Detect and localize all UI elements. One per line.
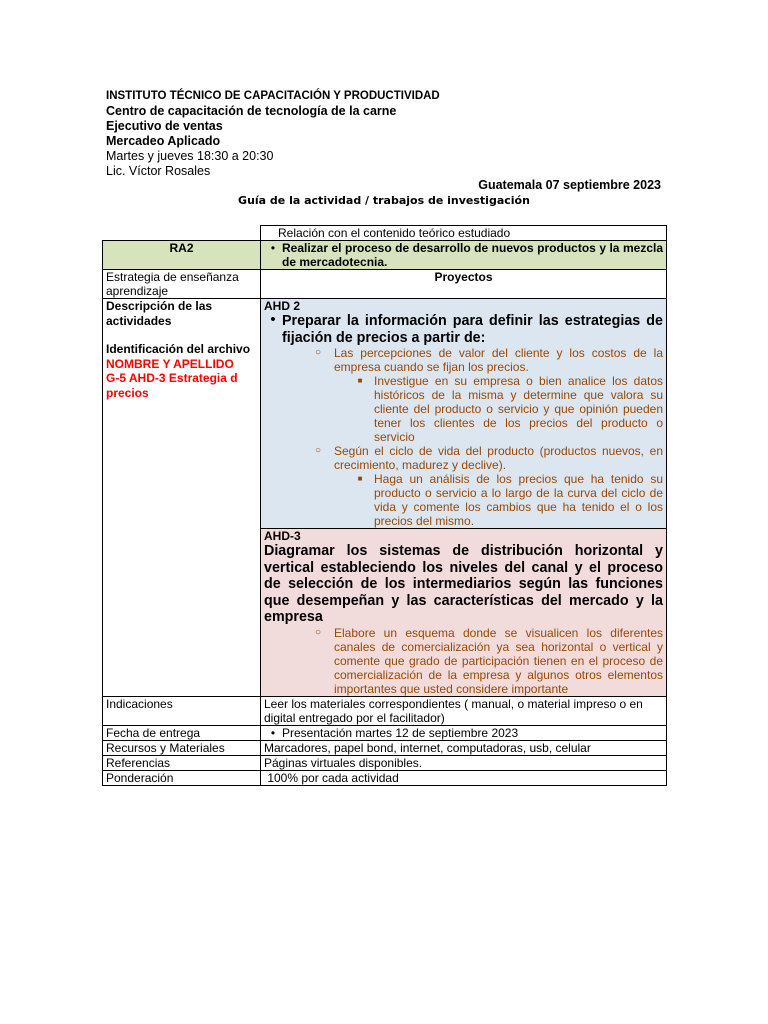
ahd2-main-bullet — [264, 313, 663, 346]
ahd3-main: Diagramar los sistemas de distribución horizontal y vertical estableciendo los niveles del canal y el proceso de selección de los intermediarios según las funciones que desempeñan y las características del mercado y la empresa — [264, 543, 663, 625]
strategy-label: Estrategia de enseñanza aprendizaje — [106, 270, 239, 298]
row-value: Presentación martes 12 de septiembre 2023 — [282, 725, 519, 740]
ahd2-sub1-bullet — [264, 346, 663, 374]
guide-title-text: Guía de la actividad / trabajos de investigación — [238, 194, 530, 207]
program-name: Ejecutivo de ventas — [106, 119, 223, 133]
resources-row — [103, 740, 667, 755]
weighting-row — [103, 770, 667, 785]
relation-row — [103, 226, 667, 241]
description-label: Descripción de las actividades — [106, 299, 213, 328]
circle-bullet-icon: ○ — [314, 626, 322, 638]
delivery-bullet — [264, 726, 663, 740]
course-name: Mercadeo Aplicado — [106, 134, 221, 148]
file-name-line2: G-5 AHD-3 Estrategia d precios — [106, 371, 238, 400]
row-label: Recursos y Materiales — [103, 740, 261, 755]
ahd3-cell — [261, 529, 667, 697]
ahd2-sub2: Según el ciclo de vida del producto (productos nuevos, en crecimiento, madurez y declive). — [334, 444, 663, 472]
document-header — [106, 89, 666, 179]
row-value: Leer los materiales correspondientes ( manual, o material impreso o en digital entregado por el facilitador) — [261, 696, 667, 725]
ra-text: Realizar el proceso de desarrollo de nuevos productos y la mezcla de mercadotecnia. — [282, 241, 663, 269]
bullet-icon: • — [270, 241, 276, 255]
relation-cell — [261, 226, 667, 241]
ahd2-main: Preparar la información para definir las estrategias de fijación de precios a partir de: — [282, 313, 663, 346]
file-name-line1: NOMBRE Y APELLIDO — [106, 356, 234, 371]
row-label: Referencias — [103, 755, 261, 770]
document-title — [0, 194, 768, 207]
ra-bullet — [264, 241, 663, 269]
ahd3-sub1-bullet — [264, 626, 663, 696]
ra-label-cell — [103, 241, 261, 270]
bullet-icon: • — [270, 311, 276, 328]
ahd2-sub2-detail-bullet — [264, 472, 663, 528]
description-row — [103, 299, 667, 529]
references-row — [103, 755, 667, 770]
strategy-row — [103, 270, 667, 299]
center-name: Centro de capacitación de tecnología de la carne — [106, 104, 397, 118]
ahd3-title: AHD-3 — [264, 529, 301, 543]
relation-text: Relación con el contenido teórico estudiado — [278, 226, 511, 240]
document-date: Guatemala 07 septiembre 2023 — [478, 178, 661, 192]
ahd2-sub2-detail: Haga un análisis de los precios que ha tenido su producto o servicio a lo largo de la curva del ciclo de vida y comente los cambios que ha tenido el o los precios del mismo. — [374, 472, 663, 528]
row-label: Fecha de entrega — [103, 725, 261, 740]
row-value-cell — [261, 725, 667, 740]
row-value: Marcadores, papel bond, internet, computadoras, usb, celular — [261, 740, 667, 755]
bullet-icon: • — [270, 725, 276, 740]
teacher-name: Lic. Víctor Rosales — [106, 164, 211, 178]
ahd2-sub1-detail: Investigue en su empresa o bien analice los datos históricos de la misma y determine que valora su cliente del producto o servicio y que opinión pueden tener los clientes de los precios del producto o servicio — [374, 374, 663, 444]
strategy-value-cell — [261, 270, 667, 299]
file-id-label: Identificación del archivo — [106, 342, 251, 356]
delivery-date-row — [103, 725, 667, 740]
empty-cell — [103, 226, 261, 241]
ahd2-cell — [261, 299, 667, 529]
indications-row — [103, 696, 667, 725]
row-label: Ponderación — [103, 770, 261, 785]
ahd2-sub2-bullet — [264, 444, 663, 472]
ahd2-sub1-detail-bullet — [264, 374, 663, 444]
square-bullet-icon: ■ — [357, 474, 363, 483]
row-value: Páginas virtuales disponibles. — [261, 755, 667, 770]
activity-table — [102, 225, 667, 786]
ra-row — [103, 241, 667, 270]
square-bullet-icon: ■ — [357, 376, 363, 385]
row-value: 100% por cada actividad — [261, 770, 667, 785]
schedule: Martes y jueves 18:30 a 20:30 — [106, 149, 274, 163]
description-label-cell — [103, 299, 261, 697]
ahd2-title: AHD 2 — [264, 299, 301, 313]
strategy-value: Proyectos — [434, 270, 493, 284]
row-label: Indicaciones — [103, 696, 261, 725]
ahd2-sub1: Las percepciones de valor del cliente y los costos de la empresa cuando se fijan los precios. — [334, 346, 663, 374]
strategy-label-cell — [103, 270, 261, 299]
ra-text-cell — [261, 241, 667, 270]
circle-bullet-icon: ○ — [314, 347, 322, 358]
circle-bullet-icon: ○ — [314, 445, 322, 456]
institute-name: INSTITUTO TÉCNICO DE CAPACITACIÓN Y PRODUCTIVIDAD — [106, 90, 440, 102]
ra-label: RA2 — [169, 241, 194, 255]
ahd3-sub1: Elabore un esquema donde se visualicen los diferentes canales de comercialización ya sea horizontal o vertical y comente que grado de participación tienen en el proceso de comercialización de la empresa y algunos otros elementos importantes que usted considere importante — [334, 625, 663, 696]
